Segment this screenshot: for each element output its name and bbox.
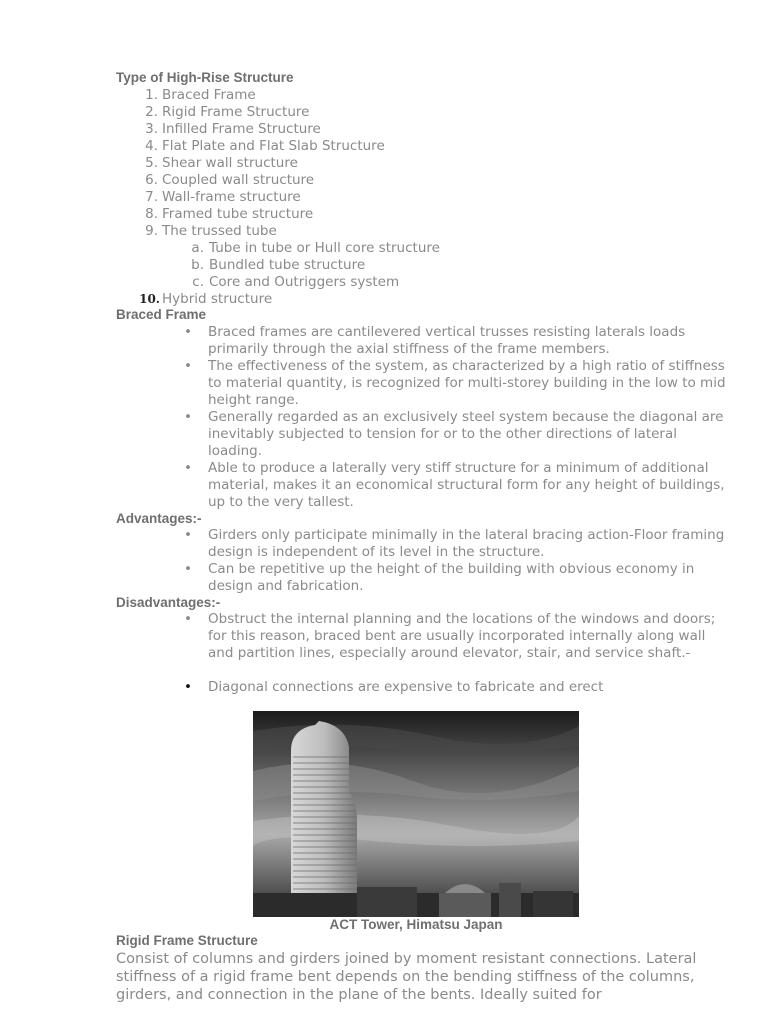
list-number: 2. (145, 104, 158, 120)
section-heading-types: Type of High-Rise Structure (116, 70, 294, 85)
bullet-text: Generally regarded as an exclusively steel system because the diagonal are inevitably subjected to tension for or to the other directions of lateral loading. (208, 409, 724, 459)
bullet-dot: • (184, 358, 192, 374)
bullet-text: Obstruct the internal planning and the locations of the windows and doors; for this reason, braced bent are usually incorporated internally along wall and partition lines, especially around elevator, stair, and service shaft.- (208, 611, 716, 661)
list-item: Hybrid structure (162, 291, 273, 307)
figure-caption: ACT Tower, Himatsu Japan (329, 917, 503, 932)
bullet-dot: • (184, 527, 192, 543)
bullet-text: Braced frames are cantilevered vertical trusses resisting laterals loads primarily through the axial stiffness of the frame members. (208, 324, 686, 357)
list-item: Shear wall structure (162, 155, 298, 171)
sublist-item: Bundled tube structure (209, 257, 366, 273)
bullet-text: The effectiveness of the system, as characterized by a high ratio of stiffness to material quantity, is recognized for multi-storey building in the low to mid height range. (208, 358, 726, 408)
sublist-letter: a. (191, 240, 204, 256)
list-item: Rigid Frame Structure (162, 104, 310, 120)
list-number: 4. (145, 138, 158, 154)
list-number: 5. (145, 155, 158, 171)
sublist-item: Tube in tube or Hull core structure (209, 240, 440, 256)
tower-photo (253, 711, 579, 917)
list-number: 10. (139, 292, 160, 306)
sublist-letter: b. (191, 257, 204, 273)
list-item: Coupled wall structure (162, 172, 315, 188)
bullet-dot: • (184, 324, 192, 340)
list-item: The trussed tube (162, 223, 277, 239)
list-item: Infilled Frame Structure (162, 121, 321, 137)
bullet-text: Can be repetitive up the height of the building with obvious economy in design and fabrication. (208, 561, 695, 594)
section-heading-rigid-frame: Rigid Frame Structure (116, 933, 258, 948)
section-heading-disadvantages: Disadvantages:- (116, 595, 221, 610)
list-item: Flat Plate and Flat Slab Structure (162, 138, 385, 154)
bullet-text: Able to produce a laterally very stiff structure for a minimum of additional material, makes it an economical structural form for any height of buildings, up to the very tallest. (208, 460, 725, 510)
section-heading-advantages: Advantages:- (116, 511, 202, 526)
list-number: 3. (145, 121, 158, 137)
list-number: 7. (145, 189, 158, 205)
section-heading-braced-frame: Braced Frame (116, 307, 207, 322)
list-number: 6. (145, 172, 158, 188)
bullet-dot: • (184, 460, 192, 476)
bullet-dot: • (184, 409, 192, 425)
bullet-dot: • (184, 679, 192, 695)
list-item: Framed tube structure (162, 206, 314, 222)
bullet-dot: • (184, 611, 192, 627)
rigid-frame-paragraph: Consist of columns and girders joined by moment resistant connections. Lateral stiffness of a rigid frame bent depends on the bending stiffness of the columns, girders, and connection in the plane of the bents. Ideally suited for (116, 951, 697, 1003)
bullet-dot: • (184, 561, 192, 577)
list-number: 9. (145, 223, 158, 239)
list-number: 1. (145, 87, 158, 103)
bullet-text: Girders only participate minimally in the lateral bracing action-Floor framing design is independent of its level in the structure. (208, 527, 725, 560)
list-item: Wall-frame structure (162, 189, 301, 205)
list-number: 8. (145, 206, 158, 222)
sublist-item: Core and Outriggers system (209, 274, 400, 290)
tower-illustration (253, 711, 579, 917)
bullet-text: Diagonal connections are expensive to fabricate and erect (208, 679, 604, 695)
list-item: Braced Frame (162, 87, 256, 103)
sublist-letter: c. (192, 274, 204, 290)
